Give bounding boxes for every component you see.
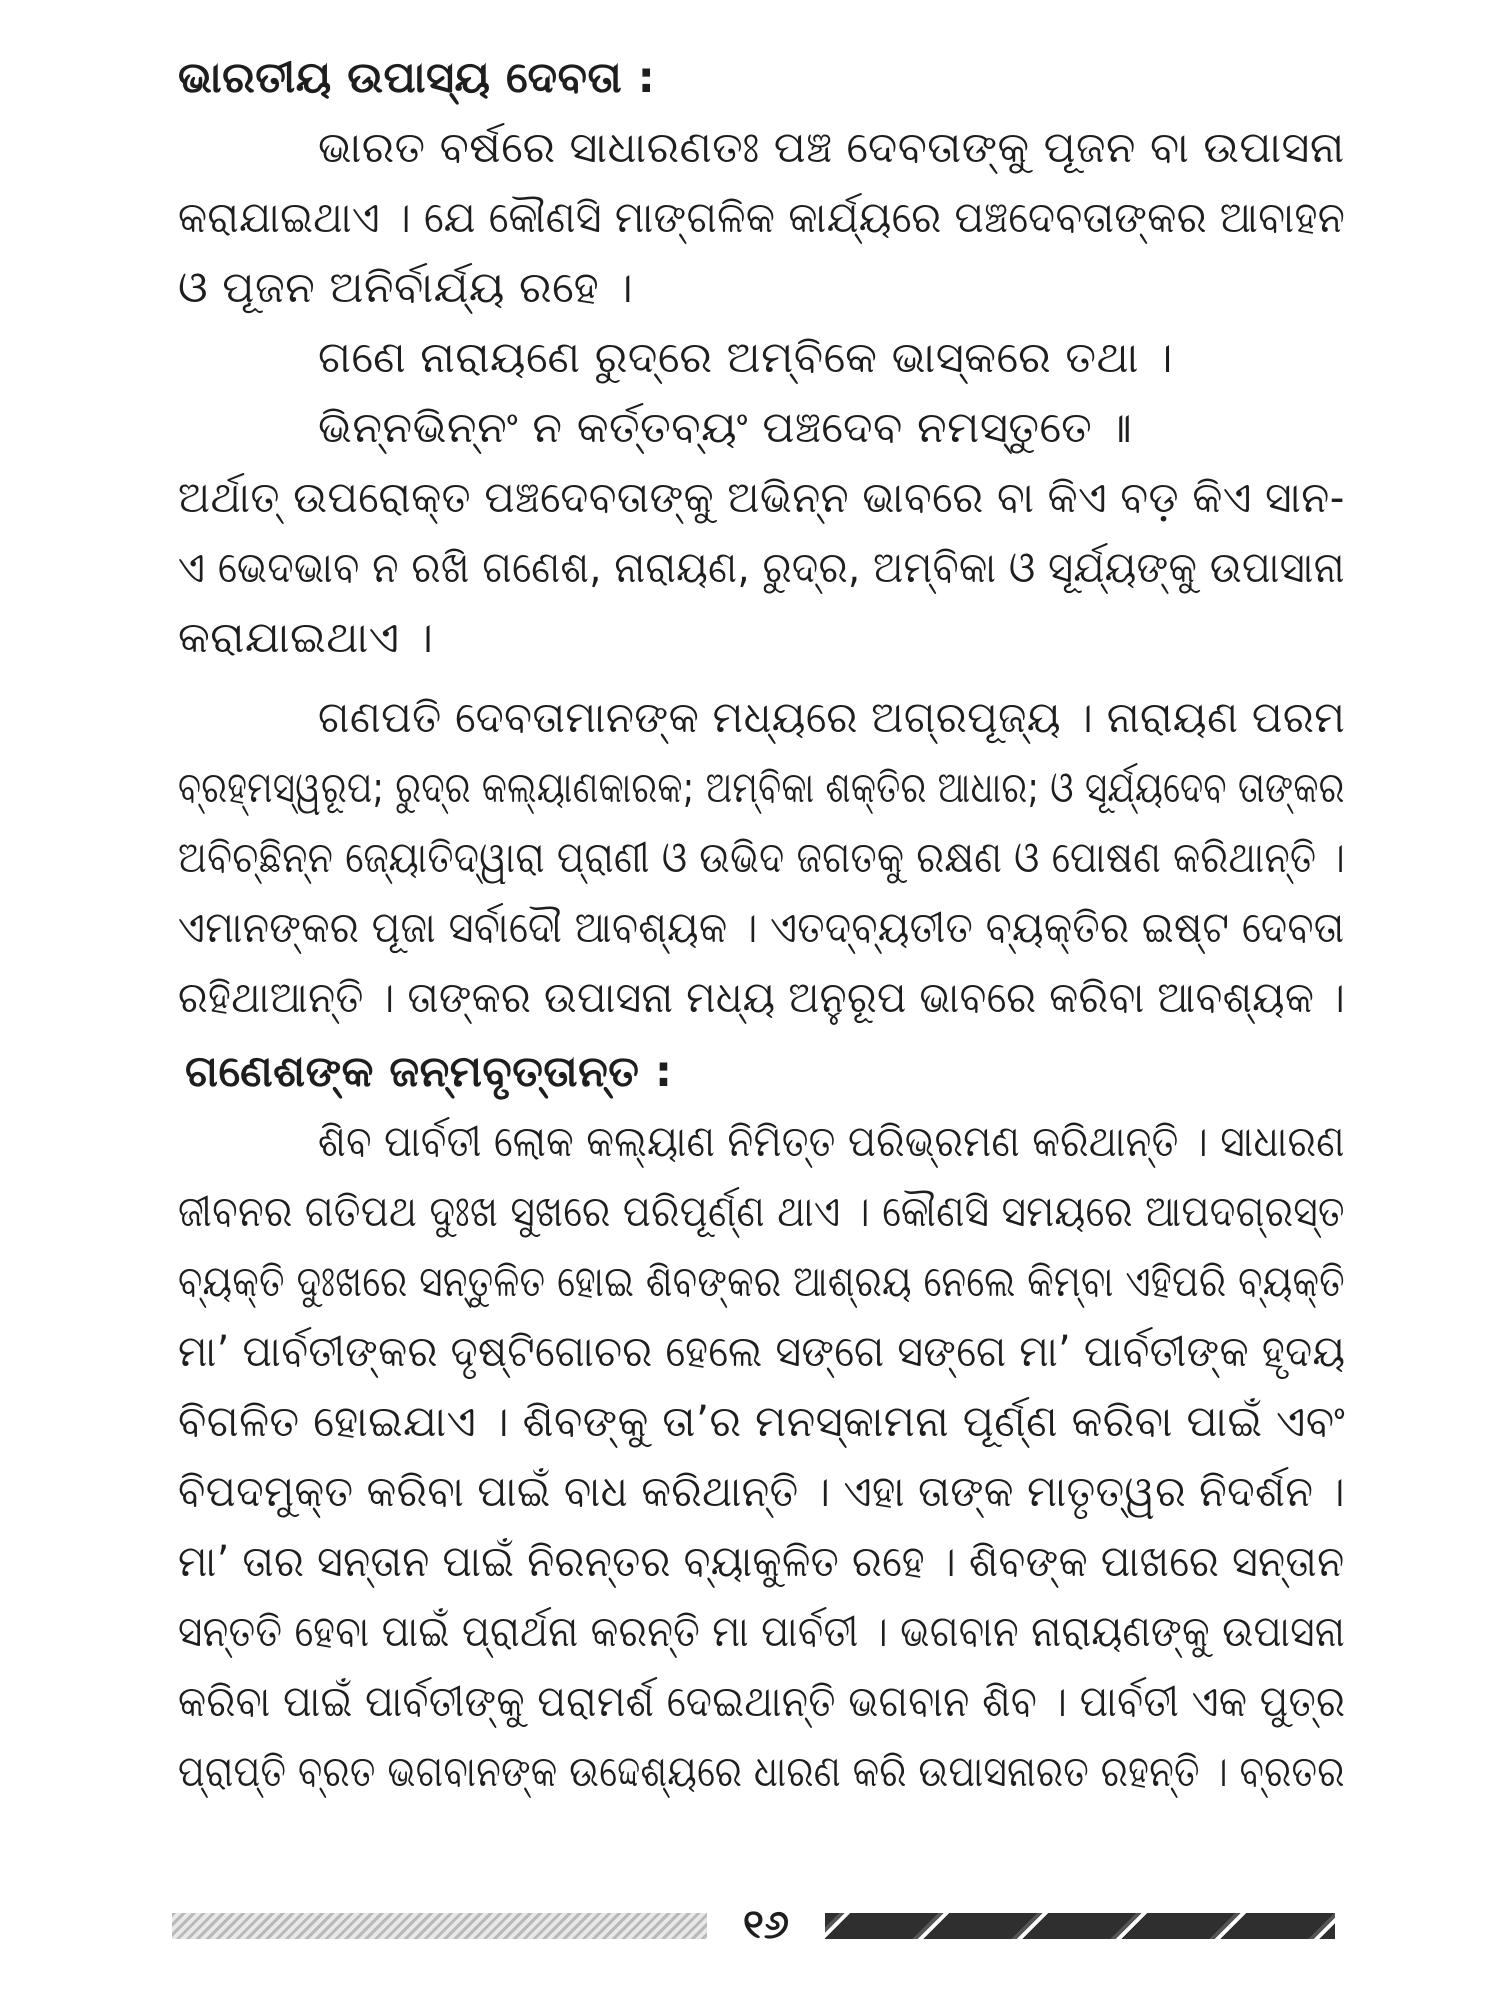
text-line: ମା’ ତାର ସନ୍ତାନ ପାଇଁ ନିରନ୍ତର ବ୍ୟାକୁଳିତ ରହେ । ଶିବଙ୍କ ପାଖରେ ସନ୍ତାନ bbox=[178, 1537, 1345, 1587]
footer-decorative-stripe-right bbox=[825, 1913, 1335, 1939]
text-line: ଅବିଚ୍ଛିନ୍ନ ଜ୍ୟୋତିଦ୍ୱାରା ପ୍ରାଣୀ ଓ ଉଭିଦ ଜଗତକୁ ରକ୍ଷଣ ଓ ପୋଷଣ କରିଥାନ୍ତି । bbox=[178, 833, 1346, 883]
text-line: ଜୀବନର ଗତିପଥ ଦୁଃଖ ସୁଖରେ ପରିପୂର୍ଣ୍ଣ ଥାଏ । କୌଣସି ସମୟରେ ଆପଦଗ୍ରସ୍ତ bbox=[178, 1187, 1345, 1237]
section-heading-ganesha-birth: ଗଣେଶଙ୍କ ଜନ୍ମବୃତ୍ତାନ୍ତ : bbox=[185, 1047, 673, 1097]
text-line: ବ୍ୟକ୍ତି ଦୁଃଖରେ ସନ୍ତୁଳିତ ହୋଇ ଶିବଙ୍କର ଆଶ୍ରୟ ନେଲେ କିମ୍ବା ଏହିପରି ବ୍ୟକ୍ତି bbox=[178, 1257, 1346, 1307]
text-line: ପ୍ରାପ୍ତି ବ୍ରତ ଭଗବାନଙ୍କ ଉଦ୍ଦେଶ୍ୟରେ ଧାରଣ କରି ଉପାସନାରତ ରହନ୍ତି । ବ୍ରତର bbox=[178, 1747, 1345, 1797]
text-line: ଭାରତ ବର୍ଷରେ ସାଧାରଣତଃ ପଞ୍ଚ ଦେବତାଙ୍କୁ ପୂଜନ ବା ଉପାସନା bbox=[318, 123, 1345, 173]
text-line: ଅର୍ଥାତ୍ ଉପରୋକ୍ତ ପଞ୍ଚଦେବତାଙ୍କୁ ଅଭିନ୍ନ ଭାବରେ ବା କିଏ ବଡ଼ କିଏ ସାନ- bbox=[178, 473, 1345, 523]
text-line: ମା’ ପାର୍ବତୀଙ୍କର ଦୃଷ୍ଟିଗୋଚର ହେଲେ ସଙ୍ଗେ ସଙ୍ଗେ ମା’ ପାର୍ବତୀଙ୍କ ହୃଦୟ bbox=[178, 1327, 1346, 1377]
text-line: ସନ୍ତତି ହେବା ପାଇଁ ପ୍ରାର୍ଥନା କରନ୍ତି ମା ପାର୍ବତୀ । ଭଗବାନ ନାରାୟଣଙ୍କୁ ଉପାସନା bbox=[178, 1607, 1346, 1657]
page-number: ୧୬ bbox=[743, 1902, 789, 1948]
text-line: ବିପଦମୁକ୍ତ କରିବା ପାଇଁ ବାଧ କରିଥାନ୍ତି । ଏହା ତାଙ୍କ ମାତୃତ୍ୱର ନିଦର୍ଶନ । bbox=[178, 1467, 1346, 1517]
text-line: ଗଣପତି ଦେବତାମାନଙ୍କ ମଧ୍ୟରେ ଅଗ୍ରପୂଜ୍ୟ । ନାରାୟଣ ପରମ bbox=[318, 693, 1346, 743]
verse-line: ଭିନ୍ନଭିନ୍ନଂ ନ କର୍ତ୍ତବ୍ୟଂ ପଞ୍ଚଦେବ ନମସ୍ତୁତେ ॥ bbox=[318, 403, 1133, 453]
text-line: କରାଯାଇଥାଏ । ଯେ କୌଣସି ମାଙ୍ଗଳିକ କାର୍ଯ୍ୟରେ ପଞ୍ଚଦେବତାଙ୍କର ଆବାହନ bbox=[178, 193, 1346, 243]
text-line: ବିଗଳିତ ହୋଇଯାଏ । ଶିବଙ୍କୁ ତା’ର ମନସ୍କାମନା ପୂର୍ଣ୍ଣ କରିବା ପାଇଁ ଏବଂ bbox=[178, 1397, 1346, 1447]
text-line: ଶିବ ପାର୍ବତୀ ଲୋକ କଲ୍ୟାଣ ନିମିତ୍ତ ପରିଭ୍ରମଣ କରିଥାନ୍ତି । ସାଧାରଣ bbox=[318, 1117, 1345, 1167]
text-line: ଏ ଭେଦଭାବ ନ ରଖି ଗଣେଶ, ନାରାୟଣ, ରୁଦ୍ର, ଅମ୍ବିକା ଓ ସୂର୍ଯ୍ୟଙ୍କୁ ଉପାସାନା bbox=[178, 543, 1345, 593]
text-line: ରହିଥାଆନ୍ତି । ତାଙ୍କର ଉପାସନା ମଧ୍ୟ ଅନୁରୂପ ଭାବରେ କରିବା ଆବଶ୍ୟକ । bbox=[178, 973, 1346, 1023]
text-line: କରିବା ପାଇଁ ପାର୍ବତୀଙ୍କୁ ପରାମର୍ଶ ଦେଇଥାନ୍ତି ଭଗବାନ ଶିବ । ପାର୍ବତୀ ଏକ ପୁତ୍ର bbox=[178, 1677, 1346, 1727]
text-line: ବ୍ରହ୍ମସ୍ୱରୂପ; ରୁଦ୍ର କଲ୍ୟାଣକାରକ; ଅମ୍ବିକା ଶକ୍ତିର ଆଧାର; ଓ ସୂର୍ଯ୍ୟଦେବ ତାଙ୍କର bbox=[178, 763, 1345, 813]
section-heading-indian-deities: ଭାରତୀୟ ଉପାସ୍ୟ ଦେବତା : bbox=[178, 53, 656, 103]
text-line: ଓ ପୂଜନ ଅନିର୍ବାର୍ଯ୍ୟ ରହେ । bbox=[178, 263, 634, 313]
footer-decorative-stripe-left bbox=[172, 1913, 707, 1939]
text-line: କରାଯାଇଥାଏ । bbox=[178, 613, 434, 663]
verse-line: ଗଣେ ନାରାୟଣେ ରୁଦ୍ରେ ଅମ୍ବିକେ ଭାସ୍କରେ ତଥା । bbox=[318, 333, 1173, 383]
text-line: ଏମାନଙ୍କର ପୂଜା ସର୍ବାଦୌ ଆବଶ୍ୟକ । ଏତଦ୍‌ବ୍ୟତୀତ ବ୍ୟକ୍ତିର ଇଷ୍ଟ ଦେବତା bbox=[178, 903, 1345, 953]
